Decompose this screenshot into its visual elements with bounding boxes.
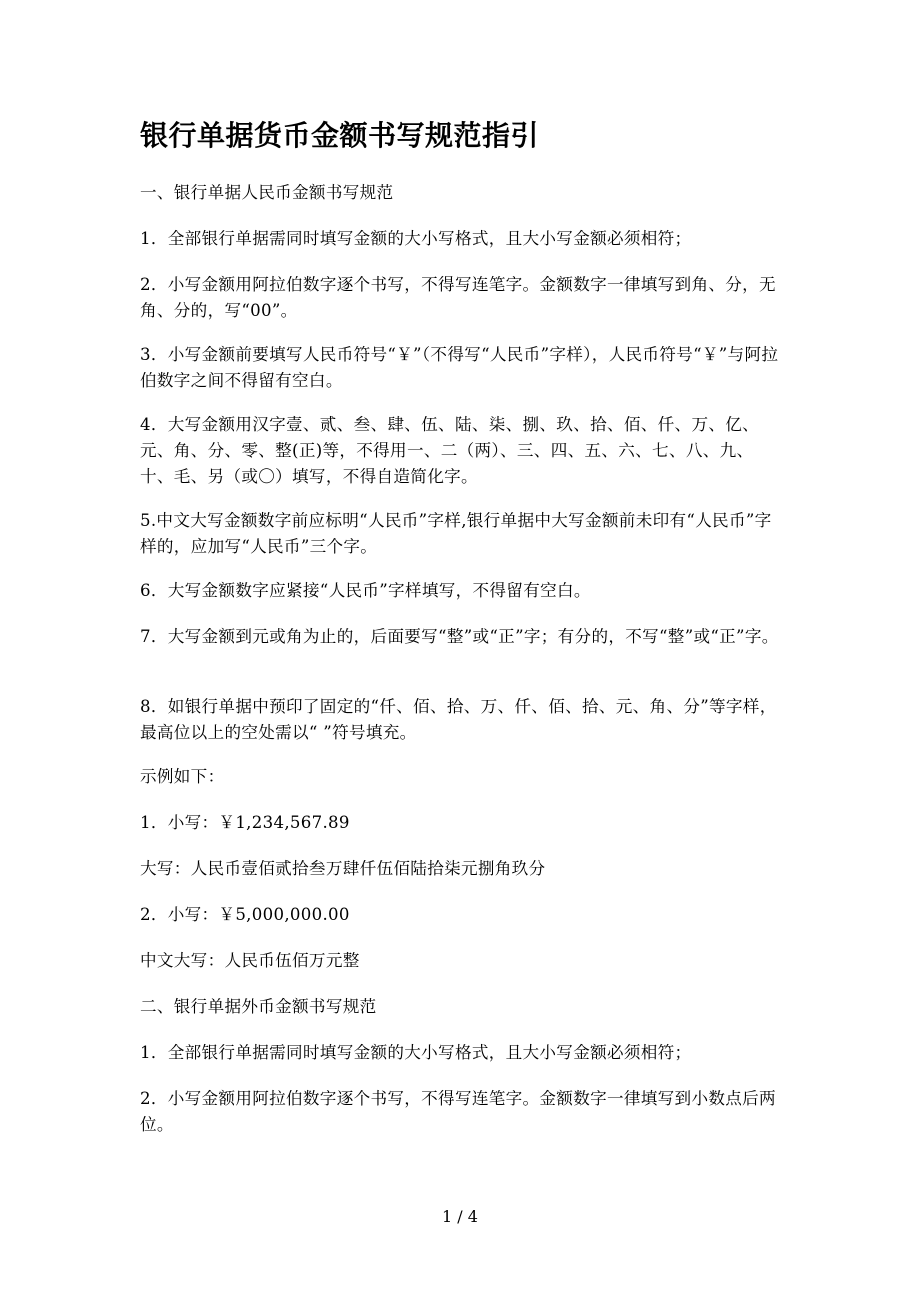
example-1-large: 大写：人民币壹佰贰拾叁万肆仟伍佰陆拾柒元捌角玖分 — [140, 859, 546, 878]
rmb-rule-7: 7．大写金额到元或角为止的，后面要写“整”或“正”字；有分的，不写“整”或“正”字。 — [140, 627, 779, 646]
rmb-rule-3: 3．小写金额前要填写人民币符号“￥”（不得写“人民币”字样），人民币符号“￥”与阿拉伯数字之间不得留有空白。 — [140, 345, 779, 390]
example-2-small: 2．小写：￥5,000,000.00 — [140, 905, 350, 924]
example-1-small: 1．小写：￥1,234,567.89 — [140, 813, 350, 832]
example-heading: 示例如下： — [140, 767, 225, 786]
fx-rule-2: 2．小写金额用阿拉伯数字逐个书写，不得写连笔字。金额数字一律填写到小数点后两位。 — [140, 1089, 776, 1134]
page-title: 银行单据货币金额书写规范指引 — [140, 119, 540, 152]
rmb-rule-8: 8．如银行单据中预印了固定的“仟、佰、拾、万、仟、佰、拾、元、角、分”等字样，最高位以上的空处需以“ ”符号填充。 — [140, 697, 777, 742]
page-number: 1 / 4 — [442, 1207, 478, 1226]
rmb-rule-5: 5.中文大写金额数字前应标明“人民币”字样,银行单据中大写金额前未印有“人民币”字样的，应加写“人民币”三个字。 — [140, 511, 772, 556]
rmb-rule-1: 1．全部银行单据需同时填写金额的大小写格式，且大小写金额必须相符； — [140, 229, 692, 248]
fx-rule-1: 1．全部银行单据需同时填写金额的大小写格式，且大小写金额必须相符； — [140, 1043, 692, 1062]
rmb-rule-2: 2．小写金额用阿拉伯数字逐个书写，不得写连笔字。金额数字一律填写到角、分，无角、分的，写“00”。 — [140, 275, 776, 320]
rmb-rule-6: 6．大写金额数字应紧接“人民币”字样填写，不得留有空白。 — [140, 581, 591, 600]
section-heading-rmb: 一、银行单据人民币金额书写规范 — [140, 183, 394, 202]
rmb-rule-4: 4．大写金额用汉字壹、贰、叁、肆、伍、陆、柒、捌、玖、拾、佰、仟、万、亿、元、角、分、零、整(正)等，不得用一、二（两）、三、四、五、六、七、八、九、十、毛、另（或〇）填写，不得自造简化字。 — [140, 415, 760, 486]
example-2-large: 中文大写：人民币伍佰万元整 — [140, 951, 360, 970]
section-heading-fx: 二、银行单据外币金额书写规范 — [140, 997, 377, 1016]
